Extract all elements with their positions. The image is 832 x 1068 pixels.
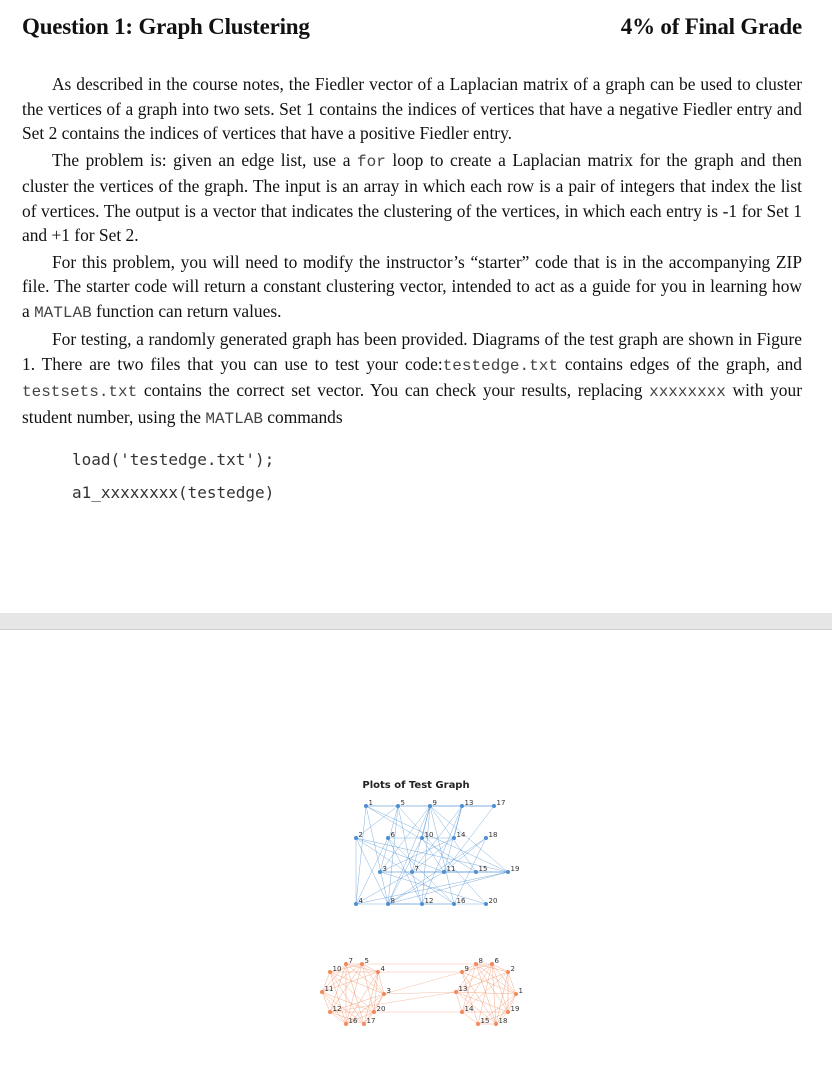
figure-title: Plots of Test Graph bbox=[362, 780, 470, 791]
bottom-vertex-1-label: 1 bbox=[518, 987, 523, 995]
top-vertex-18-node bbox=[484, 836, 488, 840]
bottom-vertex-2-label: 2 bbox=[510, 965, 515, 973]
top-vertex-17-node bbox=[492, 804, 496, 808]
code-for: for bbox=[357, 152, 386, 171]
graph-edge bbox=[422, 806, 462, 904]
code-line-load: load('testedge.txt'); bbox=[72, 450, 275, 469]
bottom-vertex-7-node bbox=[344, 962, 348, 966]
top-vertex-20-label: 20 bbox=[488, 897, 498, 905]
top-vertex-14-label: 14 bbox=[456, 831, 466, 839]
graph-edge bbox=[476, 964, 508, 1012]
top-vertex-13-node bbox=[460, 804, 464, 808]
paragraph-4-text-d: with your student number, using the bbox=[22, 380, 802, 427]
top-vertex-11-node bbox=[442, 870, 446, 874]
top-vertex-2-label: 2 bbox=[358, 831, 363, 839]
graph-edge bbox=[346, 964, 364, 1024]
top-vertex-15-node bbox=[474, 870, 478, 874]
bottom-vertex-4-label: 4 bbox=[380, 965, 385, 973]
top-vertex-2-node bbox=[354, 836, 358, 840]
code-testedge: testedge.txt bbox=[442, 356, 558, 375]
top-vertex-19-node bbox=[506, 870, 510, 874]
paragraph-3-text-b: function can return values. bbox=[91, 300, 282, 321]
bottom-vertex-18-label: 18 bbox=[498, 1017, 508, 1025]
bottom-vertex-16-label: 16 bbox=[348, 1017, 358, 1025]
bottom-vertex-14-node bbox=[460, 1010, 464, 1014]
top-vertex-1-node bbox=[364, 804, 368, 808]
top-vertex-7-node bbox=[410, 870, 414, 874]
graph-edge bbox=[362, 964, 378, 972]
paragraph-starter bbox=[22, 250, 802, 326]
paragraph-4-text-e: commands bbox=[262, 406, 343, 427]
bottom-vertex-12-label: 12 bbox=[332, 1005, 342, 1013]
bottom-vertex-4-node bbox=[376, 970, 380, 974]
top-vertex-15-label: 15 bbox=[478, 865, 488, 873]
top-vertex-14-node bbox=[452, 836, 456, 840]
graph-edge bbox=[330, 992, 456, 1012]
graph-edge bbox=[356, 872, 412, 904]
code-matlab: MATLAB bbox=[34, 303, 92, 322]
graph-edge bbox=[378, 972, 384, 994]
top-vertex-6-node bbox=[386, 836, 390, 840]
graph-edge bbox=[492, 964, 496, 1024]
top-vertex-16-node bbox=[452, 902, 456, 906]
paragraph-testing bbox=[22, 327, 802, 431]
paragraph-3-text-a: For this problem, you will need to modify the instructor’s “starter” code that is in the accompanying ZIP file. The starter code will return a constant clustering vector, intended to act as a guide for you in learning how a bbox=[22, 251, 802, 321]
paragraph-2-text-a: The problem is: given an edge list, use a bbox=[52, 149, 358, 170]
bottom-vertex-14-label: 14 bbox=[464, 1005, 474, 1013]
bottom-vertex-5-label: 5 bbox=[364, 957, 369, 965]
top-vertex-9-label: 9 bbox=[432, 799, 437, 807]
top-vertex-3-node bbox=[378, 870, 382, 874]
question-title: Question 1: Graph Clustering bbox=[22, 14, 310, 39]
graph-edge bbox=[356, 838, 444, 872]
bottom-vertex-5-node bbox=[360, 962, 364, 966]
bottom-vertex-9-label: 9 bbox=[464, 965, 469, 973]
bottom-vertex-2-node bbox=[506, 970, 510, 974]
paragraph-fiedler bbox=[22, 72, 802, 146]
graph-edge bbox=[388, 806, 430, 904]
bottom-vertex-3-node bbox=[382, 992, 386, 996]
top-vertex-8-label: 8 bbox=[390, 897, 395, 905]
bottom-vertex-9-node bbox=[460, 970, 464, 974]
top-vertex-3-label: 3 bbox=[382, 865, 387, 873]
bottom-vertex-16-node bbox=[344, 1022, 348, 1026]
top-vertex-12-node bbox=[420, 902, 424, 906]
code-testsets: testsets.txt bbox=[22, 383, 138, 401]
bottom-vertex-8-node bbox=[474, 962, 478, 966]
paragraph-4-text-c: contains the correct set vector. You can check your results, replacing bbox=[137, 380, 650, 400]
paragraph-4-text-b: contains edges of the graph, and bbox=[557, 353, 802, 374]
top-vertex-17-label: 17 bbox=[496, 799, 506, 807]
top-vertex-8-node bbox=[386, 902, 390, 906]
bottom-vertex-11-node bbox=[320, 990, 324, 994]
top-vertex-4-node bbox=[354, 902, 358, 906]
top-vertex-19-label: 19 bbox=[510, 865, 520, 873]
bottom-vertex-19-node bbox=[506, 1010, 510, 1014]
top-vertex-10-node bbox=[420, 836, 424, 840]
paragraph-2-text-b: loop to create a Laplacian matrix for the graph and then cluster the vertices of the graph. The input is an array in which each row is a pair of integers that index the list of vertices. The output is a vector that indicates the clustering of the vertices, in which each entry is -1 for Set 1 and +1 for Set 2. bbox=[22, 149, 802, 245]
bottom-vertex-1-node bbox=[514, 992, 518, 996]
graph-edge bbox=[422, 838, 444, 872]
question-header bbox=[22, 14, 802, 40]
top-vertex-13-label: 13 bbox=[464, 799, 474, 807]
bottom-vertex-7-label: 7 bbox=[348, 957, 353, 965]
top-vertex-7-label: 7 bbox=[414, 865, 419, 873]
bottom-vertex-11-label: 11 bbox=[324, 985, 334, 993]
graph-edge bbox=[388, 838, 486, 904]
bottom-vertex-10-node bbox=[328, 970, 332, 974]
top-vertex-5-node bbox=[396, 804, 400, 808]
top-vertex-10-label: 10 bbox=[424, 831, 434, 839]
graph-plots-svg bbox=[296, 792, 536, 1062]
top-vertex-18-label: 18 bbox=[488, 831, 498, 839]
graph-edge bbox=[462, 972, 478, 1024]
bottom-vertex-20-label: 20 bbox=[376, 1005, 386, 1013]
bottom-vertex-3-label: 3 bbox=[386, 987, 391, 995]
bottom-vertex-8-label: 8 bbox=[478, 957, 483, 965]
top-vertex-1-label: 1 bbox=[368, 799, 373, 807]
top-vertex-4-label: 4 bbox=[358, 897, 363, 905]
bottom-vertex-18-node bbox=[494, 1022, 498, 1026]
figure-test-graph bbox=[296, 780, 536, 1060]
graph-edge bbox=[384, 972, 462, 994]
code-matlab-2: MATLAB bbox=[205, 409, 263, 428]
top-vertex-11-label: 11 bbox=[446, 865, 456, 873]
top-vertex-12-label: 12 bbox=[424, 897, 434, 905]
bottom-vertex-17-label: 17 bbox=[366, 1017, 376, 1025]
top-vertex-16-label: 16 bbox=[456, 897, 466, 905]
graph-edge bbox=[456, 992, 462, 1012]
bottom-vertex-13-label: 13 bbox=[458, 985, 468, 993]
paragraph-4-text-a: For testing, a randomly generated graph has been provided. Diagrams of the test graph are shown in Figure 1. There are two files that you can use to test your code: bbox=[22, 329, 802, 374]
bottom-vertex-13-node bbox=[454, 990, 458, 994]
paragraph-problem bbox=[22, 148, 802, 248]
bottom-vertex-10-label: 10 bbox=[332, 965, 342, 973]
code-line-call: a1_xxxxxxxx(testedge) bbox=[72, 483, 275, 502]
bottom-vertex-15-label: 15 bbox=[480, 1017, 490, 1025]
graph-edge bbox=[398, 806, 412, 872]
graph-edge bbox=[462, 1012, 478, 1024]
grade-weight: 4% of Final Grade bbox=[620, 14, 802, 39]
top-vertex-6-label: 6 bbox=[390, 831, 395, 839]
top-vertex-5-label: 5 bbox=[400, 799, 405, 807]
bottom-vertex-15-node bbox=[476, 1022, 480, 1026]
bottom-vertex-19-label: 19 bbox=[510, 1005, 520, 1013]
bottom-vertex-17-node bbox=[362, 1022, 366, 1026]
graph-edge bbox=[346, 964, 362, 1024]
graph-edge bbox=[476, 964, 496, 1024]
bottom-vertex-12-node bbox=[328, 1010, 332, 1014]
top-vertex-20-node bbox=[484, 902, 488, 906]
question-body bbox=[22, 72, 802, 433]
paragraph-1-text: As described in the course notes, the Fiedler vector of a Laplacian matrix of a graph can be used to cluster the vertices of a graph into two sets. Set 1 contains the indices of vertices that have a negative Fiedler entry and Set 2 contains the indices of vertices that have a positive Fiedler entry. bbox=[22, 74, 802, 143]
bottom-vertex-20-node bbox=[372, 1010, 376, 1014]
code-block bbox=[72, 443, 274, 509]
top-vertex-9-node bbox=[428, 804, 432, 808]
bottom-vertex-6-label: 6 bbox=[494, 957, 499, 965]
page-separator bbox=[0, 613, 832, 630]
bottom-vertex-6-node bbox=[490, 962, 494, 966]
code-student-number: xxxxxxxx bbox=[649, 383, 726, 401]
graph-edge bbox=[462, 972, 496, 1024]
graph-edge bbox=[330, 1012, 346, 1024]
